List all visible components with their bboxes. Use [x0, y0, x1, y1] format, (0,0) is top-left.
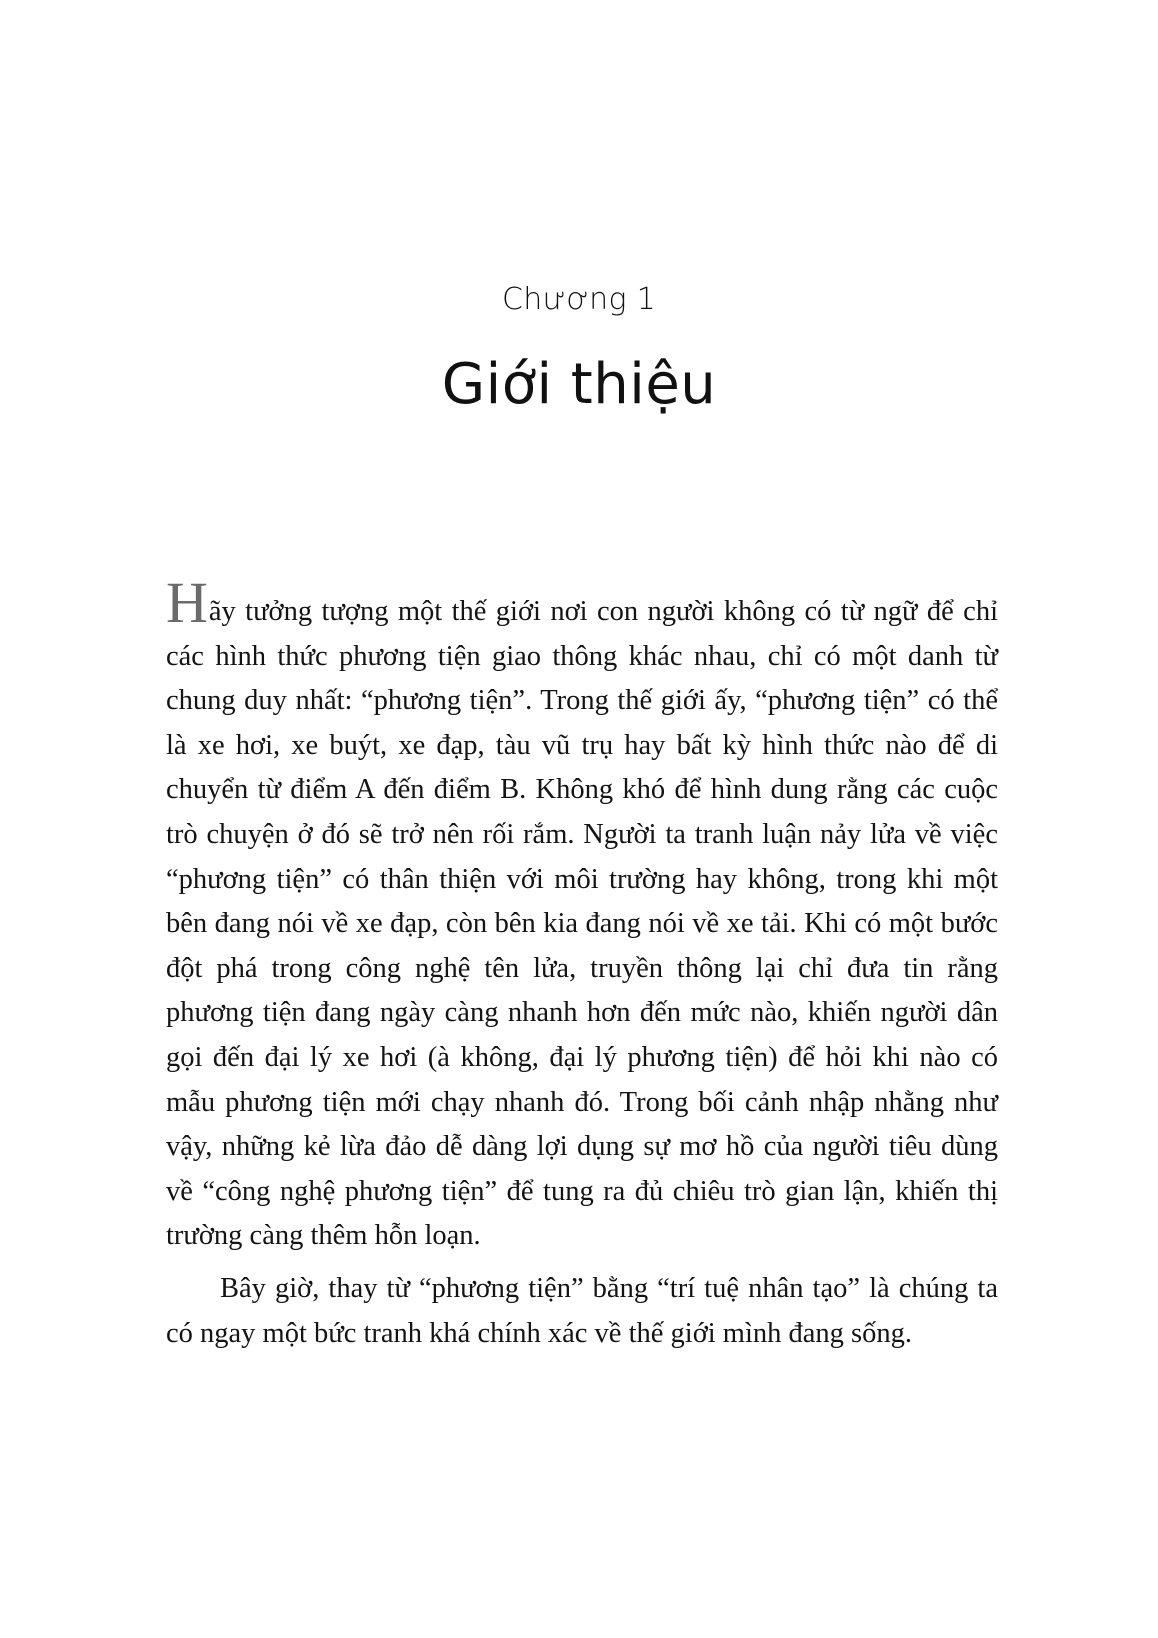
paragraph-1-text: ãy tưởng tượng một thế giới nơi con người không có từ ngữ để chỉ các hình thức phương tiện giao thông khác nhau, chỉ có một danh từ chung duy nhất: “phương tiện”. Trong thế giới ấy, “phương tiện” có thể là xe hơi, xe buýt, xe đạp, tàu vũ trụ hay bất kỳ hình thức nào để di chuyển từ điểm A đến điểm B. Không khó để hình dung rằng các cuộc trò chuyện ở đó sẽ trở nên rối rắm. Người ta tranh luận nảy lửa về việc “phương tiện” có thân thiện với môi trường hay không, trong khi một bên đang nói về xe đạp, còn bên kia đang nói về xe tải. Khi có một bước đột phá trong công nghệ tên lửa, truyền thông lại chỉ đưa tin rằng phương tiện đang ngày càng nhanh hơn đến mức nào, khiến người dân gọi đến đại lý xe hơi (à không, đại lý phương tiện) để hỏi khi nào có mẫu phương tiện mới chạy nhanh đó. Trong bối cảnh nhập nhằng như vậy, những kẻ lừa đảo dễ dàng lợi dụng sự mơ hồ của người tiêu dùng về “công nghệ phương tiện” để tung ra đủ chiêu trò gian lận, khiến thị trường càng thêm hỗn loạn. — [166, 596, 998, 1252]
paragraph-2: Bây giờ, thay từ “phương tiện” bằng “trí tuệ nhân tạo” là chúng ta có ngay một bức tranh khá chính xác về thế giới mình đang sống. — [166, 1272, 998, 1349]
chapter-label: Chương 1 — [501, 282, 657, 317]
chapter-title: Giới thiệu — [441, 352, 717, 417]
drop-cap: H — [166, 570, 208, 635]
paragraph-1 — [166, 570, 998, 1259]
chapter-body — [166, 570, 998, 1356]
